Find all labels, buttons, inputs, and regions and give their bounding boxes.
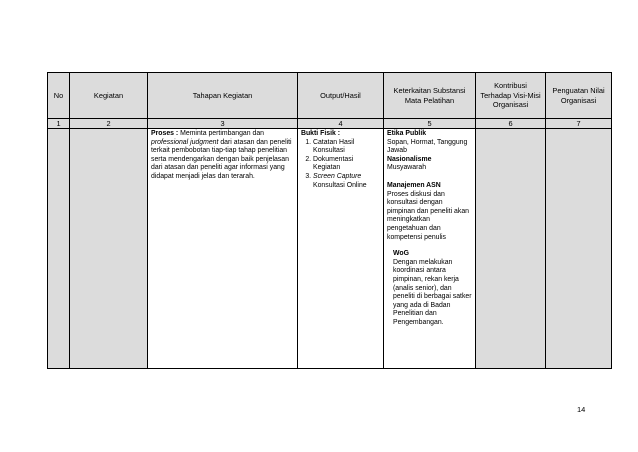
- column-number: 2: [70, 119, 148, 129]
- column-number: 7: [546, 119, 612, 129]
- column-number: 5: [384, 119, 476, 129]
- cell-kontribusi: [476, 129, 546, 369]
- table-row: [48, 129, 612, 369]
- cell-tahapan: [148, 129, 298, 369]
- header-kegiatan: Kegiatan: [70, 73, 148, 119]
- cell-penguatan: [546, 129, 612, 369]
- list-item: 1. Catatan Hasil Konsultasi: [313, 139, 380, 156]
- tahapan-italic: professional judgment: [151, 138, 219, 146]
- wog-text: Dengan melakukan koordinasi antara pimpinan, rekan kerja (analis senior), dan peneliti di berbagai satker yang ada di Badan Penelitian dan Pengembangan.: [393, 258, 472, 326]
- column-number-row: [48, 119, 612, 129]
- output-list: [301, 139, 380, 191]
- tahapan-label: Proses :: [151, 130, 179, 137]
- tahapan-text: dari atasan dan peneliti terkait pembobotan tiap-tiap tahap penelitian serta mendengarkan dengan baik penjelasan dari atasan dan peneliti agar informasi yang didapat menjadi jelas dan terarah.: [151, 138, 292, 180]
- column-number: 6: [476, 119, 546, 129]
- header-output: Output/Hasil: [298, 73, 384, 119]
- output-item-rest: Konsultasi Online: [313, 181, 367, 189]
- header-no: No: [48, 73, 70, 119]
- etika-title: Etika Publik: [387, 130, 427, 137]
- header-tahapan: Tahapan Kegiatan: [148, 73, 298, 119]
- list-item: [313, 173, 380, 190]
- wog-title: WoG: [393, 250, 409, 258]
- column-number: 1: [48, 119, 70, 129]
- header-row: [48, 73, 612, 119]
- wog-block: [393, 250, 472, 327]
- list-item: 2. Dokumentasi Kegiatan: [313, 156, 380, 173]
- cell-keterkaitan: [384, 129, 476, 369]
- header-penguatan: Penguatan Nilai Organisasi: [546, 73, 612, 119]
- column-number: 4: [298, 119, 384, 129]
- cell-output: [298, 129, 384, 369]
- header-kontribusi: Kontribusi Terhadap Visi-Misi Organisasi: [476, 73, 546, 119]
- nasionalisme-text: Musyawarah: [387, 164, 427, 172]
- nasionalisme-title: Nasionalisme: [387, 155, 432, 163]
- manajemen-text: Proses diskusi dan konsultasi dengan pimpinan dan peneliti akan meningkatkan pengetahuan dan kompetensi penulis: [387, 190, 469, 241]
- cell-kegiatan: [70, 129, 148, 369]
- manajemen-title: Manajemen ASN: [387, 181, 441, 189]
- page-number: 14: [577, 405, 586, 414]
- output-item-italic: Screen Capture: [313, 172, 362, 180]
- activity-table: [47, 72, 612, 369]
- output-label: Bukti Fisik :: [301, 130, 341, 137]
- header-keterkaitan: Keterkaitan Substansi Mata Pelatihan: [384, 73, 476, 119]
- cell-no: [48, 129, 70, 369]
- tahapan-text: Meminta pertimbangan dan: [178, 130, 265, 137]
- column-number: 3: [148, 119, 298, 129]
- etika-text: Sopan, Hormat, Tanggung Jawab: [387, 138, 468, 155]
